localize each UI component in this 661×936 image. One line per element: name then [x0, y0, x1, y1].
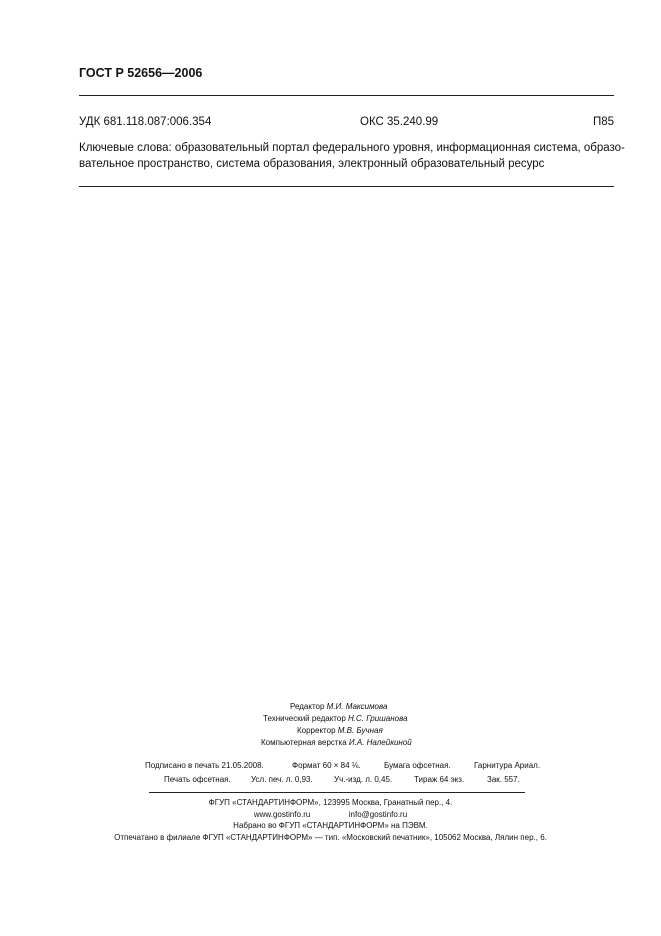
- printed-sheets: Усл. печ. л. 0,93.: [251, 775, 313, 784]
- editor-label: Редактор: [290, 702, 325, 711]
- signed-date: Подписано в печать 21.05.2008.: [145, 761, 264, 770]
- layout-label: Компьютерная верстка: [261, 738, 347, 747]
- tech-editor-line: [263, 713, 408, 725]
- udk-code: УДК 681.118.087:006.354: [79, 116, 212, 128]
- top-divider: [79, 95, 614, 96]
- oks-code: ОКС 35.240.99: [360, 116, 439, 128]
- typeface: Гарнитура Ариал.: [474, 761, 541, 770]
- keywords-line-1: Ключевые слова: образовательный портал федерального уровня, информационная система, образо-: [79, 142, 625, 154]
- circulation: Тираж 64 экз.: [414, 775, 465, 784]
- typeset-note: Набрано во ФГУП «СТАНДАРТИНФОРМ» на ПЭВМ.: [233, 821, 428, 830]
- paper-type: Бумага офсетная.: [384, 761, 451, 770]
- editor-line: [290, 701, 387, 713]
- corrector-name: М.В. Бучная: [337, 726, 383, 735]
- publisher-block: [0, 797, 661, 843]
- publisher-divider: [149, 792, 525, 793]
- tech-editor-label: Технический редактор: [263, 714, 346, 723]
- corrector-line: [297, 725, 383, 737]
- publisher-sheets: Уч.-изд. л. 0,45.: [334, 775, 393, 784]
- corrector-label: Корректор: [297, 726, 336, 735]
- tech-editor-name: Н.С. Гришанова: [348, 714, 408, 723]
- keywords-line-2: вательное пространство, система образования, электронный образовательный ресурс: [79, 158, 545, 170]
- printed-note: Отпечатано в филиале ФГУП «СТАНДАРТИНФОРМ» — тип. «Московский печатник», 105062 Москва, Лялин пер., 6.: [114, 832, 547, 842]
- keywords-divider: [79, 186, 614, 187]
- publisher-contacts: [0, 809, 661, 821]
- keywords-block: [79, 140, 625, 172]
- publisher-site: www.gostinfo.ru: [253, 809, 311, 819]
- layout-name: И.А. Налейкиной: [348, 738, 412, 747]
- editor-name: М.И. Максимова: [326, 702, 388, 711]
- standard-code: ГОСТ Р 52656—2006: [79, 66, 203, 80]
- category-code: П85: [592, 116, 614, 128]
- layout-line: [261, 737, 412, 749]
- order-number: Зак. 557.: [487, 775, 520, 784]
- paper-format: Формат 60 × 84 ⅛.: [292, 761, 361, 770]
- print-type: Печать офсетная.: [164, 775, 231, 784]
- publisher-email: info@gostinfo.ru: [348, 809, 408, 819]
- publisher-address: ФГУП «СТАНДАРТИНФОРМ», 123995 Москва, Гранатный пер., 4.: [208, 798, 453, 807]
